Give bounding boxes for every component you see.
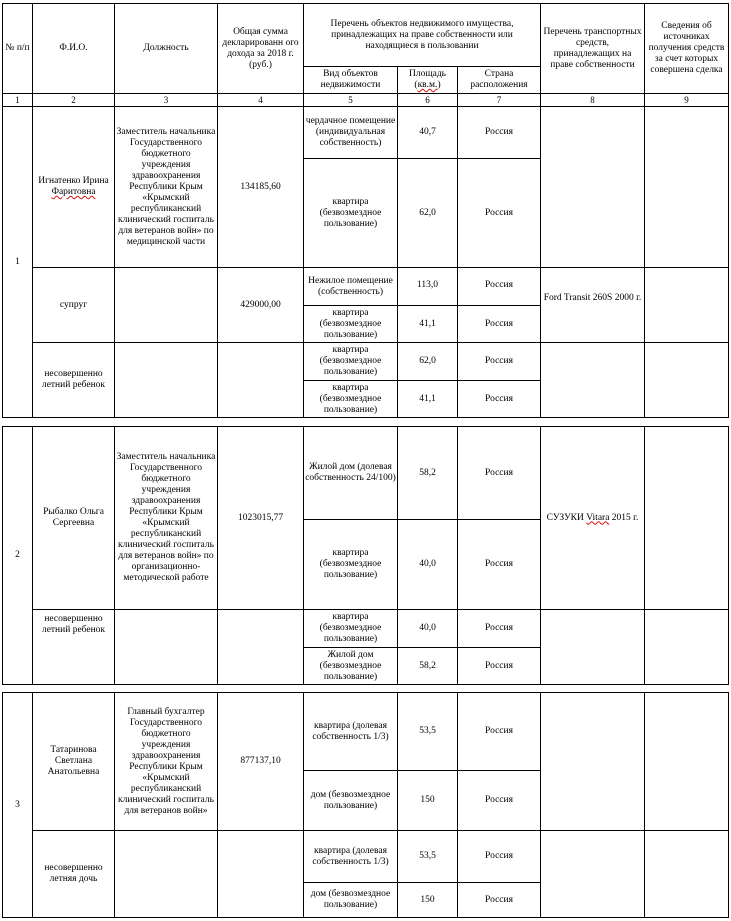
block-number: 1 bbox=[3, 107, 33, 418]
property-area: 53,5 bbox=[398, 831, 458, 883]
col-num: 3 bbox=[115, 94, 218, 107]
property-type: квартира (безвозмездное пользование) bbox=[304, 159, 398, 268]
col-num: 6 bbox=[398, 94, 458, 107]
property-country: Россия bbox=[458, 107, 541, 159]
person-position: Заместитель начальника Государственного бюджетного учреждения здравоохранения Республики Крым «Крымский республиканский клинический госпиталь для ветеранов войн» по медицинской части bbox=[115, 107, 218, 268]
person-vehicle bbox=[541, 693, 645, 831]
property-type: Жилой дом (безвозмездное пользование) bbox=[304, 648, 398, 685]
property-area: 150 bbox=[398, 771, 458, 831]
declaration-table-3 bbox=[2, 692, 729, 918]
col-num: 9 bbox=[645, 94, 729, 107]
property-area: 58,2 bbox=[398, 648, 458, 685]
property-country: Россия bbox=[458, 159, 541, 268]
property-country: Россия bbox=[458, 427, 541, 520]
property-area: 53,5 bbox=[398, 693, 458, 771]
property-type: квартира (долевая собственность 1/3) bbox=[304, 831, 398, 883]
property-area: 62,0 bbox=[398, 159, 458, 268]
person-fio: несовершенно летний ребенок bbox=[33, 343, 115, 418]
property-type: квартира (безвозмездное пользование) bbox=[304, 610, 398, 648]
property-country: Россия bbox=[458, 268, 541, 306]
property-country: Россия bbox=[458, 831, 541, 883]
property-country: Россия bbox=[458, 693, 541, 771]
person-position bbox=[115, 831, 218, 918]
property-type: дом (безвозмездное пользование) bbox=[304, 883, 398, 918]
declaration-table-2 bbox=[2, 426, 729, 685]
person-fio: супруг bbox=[33, 268, 115, 343]
header-no: № п/п bbox=[3, 4, 33, 94]
person-sources bbox=[645, 343, 729, 418]
person-income bbox=[218, 343, 304, 418]
person-sources bbox=[645, 427, 729, 610]
property-country: Россия bbox=[458, 648, 541, 685]
property-area: 41,1 bbox=[398, 381, 458, 418]
header-fio: Ф.И.О. bbox=[33, 4, 115, 94]
property-country: Россия bbox=[458, 520, 541, 610]
person-position bbox=[115, 268, 218, 343]
person-fio: Игнатенко Ирина Фаритовна bbox=[33, 107, 115, 268]
col-num: 8 bbox=[541, 94, 645, 107]
person-income bbox=[218, 831, 304, 918]
property-type: Жилой дом (долевая собственность 24/100) bbox=[304, 427, 398, 520]
header-income: Общая сумма декларированн ого дохода за 2018 г. (руб.) bbox=[218, 4, 304, 94]
property-area: 62,0 bbox=[398, 343, 458, 381]
property-type: квартира (безвозмездное пользование) bbox=[304, 381, 398, 418]
person-fio: несовершенно летняя дочь bbox=[33, 831, 115, 918]
person-sources bbox=[645, 831, 729, 918]
person-vehicle: Ford Transit 260S 2000 г. bbox=[541, 268, 645, 343]
property-type: квартира (долевая собственность 1/3) bbox=[304, 693, 398, 771]
property-type: квартира (безвозмездное пользование) bbox=[304, 520, 398, 610]
property-area: 41,1 bbox=[398, 306, 458, 343]
person-vehicle: СУЗУКИ Vitara 2015 г. bbox=[541, 427, 645, 610]
person-position: Заместитель начальника Государственного бюджетного учреждения здравоохранения Республики Крым «Крымский республиканский клинический госпиталь для ветеранов войн» по организационно-методической работе bbox=[115, 427, 218, 610]
person-sources bbox=[645, 107, 729, 268]
property-country: Россия bbox=[458, 771, 541, 831]
col-num: 5 bbox=[304, 94, 398, 107]
person-vehicle bbox=[541, 107, 645, 268]
property-type: дом (безвозмездное пользование) bbox=[304, 771, 398, 831]
property-area: 58,2 bbox=[398, 427, 458, 520]
property-country: Россия bbox=[458, 883, 541, 918]
person-sources bbox=[645, 610, 729, 685]
property-area: 113,0 bbox=[398, 268, 458, 306]
person-fio: Татаринова Светлана Анатольевна bbox=[33, 693, 115, 831]
block-number: 2 bbox=[3, 427, 33, 685]
property-area: 40,7 bbox=[398, 107, 458, 159]
property-country: Россия bbox=[458, 381, 541, 418]
person-income: 429000,00 bbox=[218, 268, 304, 343]
person-position: Главный бухгалтер Государственного бюджетного учреждения здравоохранения Республики Крым «Крымский республиканский клинический госпиталь для ветеранов войн» bbox=[115, 693, 218, 831]
header-country: Страна расположения bbox=[458, 67, 541, 94]
person-vehicle bbox=[541, 831, 645, 918]
person-income: 877137,10 bbox=[218, 693, 304, 831]
property-country: Россия bbox=[458, 343, 541, 381]
person-income: 1023015,77 bbox=[218, 427, 304, 610]
header-sources: Сведения об источниках получения средств за счет которых совершена сделка bbox=[645, 4, 729, 94]
header-property: Перечень объектов недвижимого имущества, принадлежащих на праве собственности или находящиеся в пользовании bbox=[304, 4, 541, 67]
person-fio: несовершенно летний ребенок bbox=[33, 610, 115, 685]
person-position bbox=[115, 343, 218, 418]
header-vehicles: Перечень транспортных средств, принадлежащих на праве собственности bbox=[541, 4, 645, 94]
property-country: Россия bbox=[458, 610, 541, 648]
person-income: 134185,60 bbox=[218, 107, 304, 268]
person-income bbox=[218, 610, 304, 685]
header-position: Должность bbox=[115, 4, 218, 94]
person-position bbox=[115, 610, 218, 685]
header-area: Площадь (кв.м.) bbox=[398, 67, 458, 94]
person-fio: Рыбалко Ольга Сергеевна bbox=[33, 427, 115, 610]
col-num: 2 bbox=[33, 94, 115, 107]
person-sources bbox=[645, 268, 729, 343]
property-type: чердачное помещение (индивидуальная собственность) bbox=[304, 107, 398, 159]
block-number: 3 bbox=[3, 693, 33, 918]
person-sources bbox=[645, 693, 729, 831]
col-num: 4 bbox=[218, 94, 304, 107]
person-vehicle bbox=[541, 343, 645, 418]
declaration-table-1 bbox=[2, 3, 729, 418]
property-area: 40,0 bbox=[398, 610, 458, 648]
property-area: 150 bbox=[398, 883, 458, 918]
property-area: 40,0 bbox=[398, 520, 458, 610]
header-prop-type: Вид объектов недвижимости bbox=[304, 67, 398, 94]
property-country: Россия bbox=[458, 306, 541, 343]
col-num: 1 bbox=[3, 94, 33, 107]
property-type: квартира (безвозмездное пользование) bbox=[304, 343, 398, 381]
property-type: Нежилое помещение (собственность) bbox=[304, 268, 398, 306]
property-type: квартира (безвозмездное пользование) bbox=[304, 306, 398, 343]
col-num: 7 bbox=[458, 94, 541, 107]
person-vehicle bbox=[541, 610, 645, 685]
